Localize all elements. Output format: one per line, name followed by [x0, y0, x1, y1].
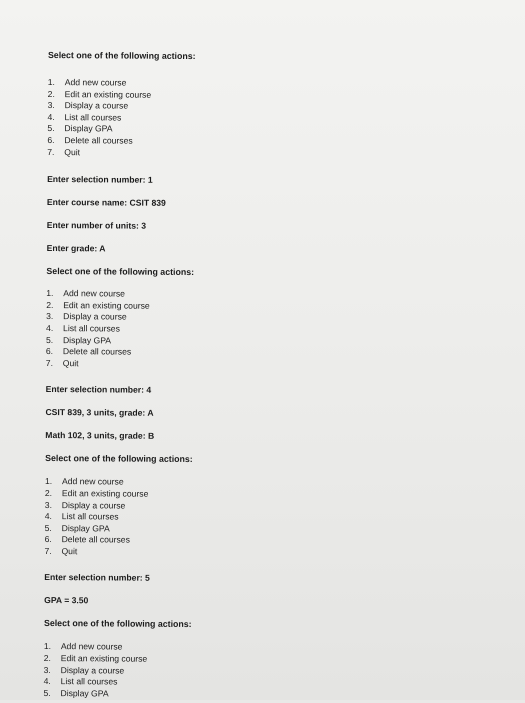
menu-prompt-3: Select one of the following actions:	[45, 453, 193, 465]
selection-line: Enter selection number: 5	[44, 572, 150, 584]
menu-item: 6. Delete all courses	[45, 346, 132, 357]
menu-item: 3. Display a course	[43, 664, 125, 676]
menu-prompt-2: Select one of the following actions:	[46, 266, 195, 278]
menu-prompt-1: Select one of the following actions:	[47, 50, 196, 62]
menu-item: 7. Quit	[44, 545, 78, 557]
menu-item: 3. Display a course	[44, 499, 126, 511]
action-menu-2	[46, 288, 487, 372]
menu-item: 1. Add new course	[44, 476, 124, 487]
menu-item: 7. Quit	[45, 357, 79, 368]
course-name-line: Enter course name: CSIT 839	[46, 197, 166, 208]
action-menu-3	[44, 476, 485, 560]
menu-item: 4. List all courses	[44, 511, 119, 522]
selection-line: Enter selection number: 1	[47, 174, 153, 185]
menu-item: 1. Add new course	[46, 288, 125, 299]
selection-line: Enter selection number: 4	[45, 384, 152, 396]
menu-item: 1. Add new course	[47, 76, 127, 88]
menu-item: 6. Delete all courses	[47, 134, 133, 146]
gpa-line: GPA = 3.50	[44, 595, 89, 606]
menu-prompt-4: Select one of the following actions:	[43, 618, 192, 630]
menu-item: 5. Display GPA	[45, 334, 112, 345]
menu-item: 2. Edit an existing course	[44, 487, 149, 499]
action-menu-4	[43, 641, 483, 702]
menu-item: 1. Add new course	[43, 641, 123, 653]
menu-item: 3. Display a course	[47, 100, 129, 111]
menu-item: 4. List all courses	[46, 322, 120, 334]
menu-item: 5. Display GPA	[43, 687, 109, 699]
course-list-line: Math 102, 3 units, grade: B	[45, 430, 155, 442]
menu-item: 5. Display GPA	[44, 522, 110, 534]
menu-item: 7. Quit	[47, 146, 81, 157]
menu-item: 2. Edit an existing course	[43, 653, 148, 664]
action-menu-1	[47, 77, 488, 161]
units-line: Enter number of units: 3	[46, 220, 147, 231]
menu-item: 6. Delete all courses	[44, 534, 130, 545]
course-list-line: CSIT 839, 3 units, grade: A	[45, 407, 154, 419]
menu-item: 4. List all courses	[47, 111, 122, 123]
console-transcript	[43, 50, 488, 702]
grade-line: Enter grade: A	[46, 243, 106, 254]
menu-item: 4. List all courses	[43, 676, 118, 687]
menu-item: 2. Edit an existing course	[47, 88, 152, 100]
menu-item: 3. Display a course	[46, 311, 127, 322]
menu-item: 5. Display GPA	[47, 123, 113, 134]
menu-item: 2. Edit an existing course	[46, 299, 150, 311]
